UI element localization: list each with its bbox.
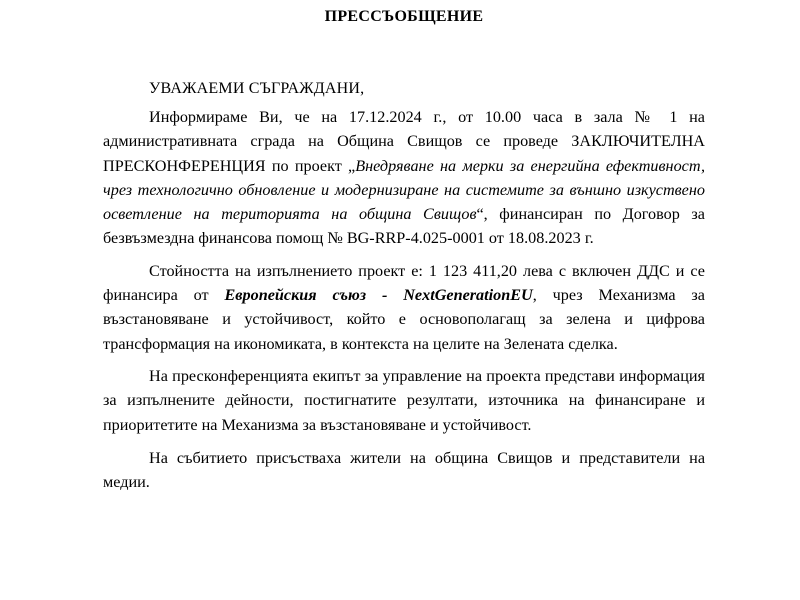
press-release-page xyxy=(103,0,705,494)
funding-text-end: , чрез Механизма за възстановяване и устойчивост, който е основополагащ за зелена и цифрова трансформация на икономиката, в контекста на целите на Зелената сделка. xyxy=(103,286,705,353)
funder-name: Европейския съюз - NextGenerationEU xyxy=(224,286,533,305)
funding-text-start: Стойността на изпълнението проект е: 1 123 411,20 лева с включен ДДС и се финансира от xyxy=(103,261,705,305)
announcement-text-start: Информираме Ви, че на 17.12.2024 г., от 10.00 часа в зала № 1 на административната сграда на Община Свищов се проведе ЗАКЛЮЧИТЕЛНА ПРЕСКОНФЕРЕНЦИЯ по проект „ xyxy=(103,108,705,175)
greeting: УВАЖАЕМИ СЪГРАЖДАНИ, xyxy=(149,80,365,97)
paragraph-funding xyxy=(103,259,705,356)
paragraph-presentation: На пресконференцията екипът за управление на проекта представи информация за изпълнените дейности, постигнатите резултати, източника на финансиране и приоритетите на Механизма за възстановяване и устойчивост. xyxy=(103,366,705,434)
announcement-text-end: “, финансиран по Договор за безвъзмездна финансова помощ № BG-RRP-4.025-0001 от 18.08.2023 г. xyxy=(103,205,705,248)
paragraph-announcement xyxy=(103,105,705,251)
paragraph-attendees: На събитието присъстваха жители на община Свищов и представители на медии. xyxy=(103,448,705,492)
document-title: ПРЕССЪОБЩЕНИЕ xyxy=(324,8,484,25)
project-title: Внедряване на мерки за енергийна ефективност, чрез технологично обновление и модернизиране на системите за външно изкуствено осветление на територията на община Свищов xyxy=(103,156,705,224)
